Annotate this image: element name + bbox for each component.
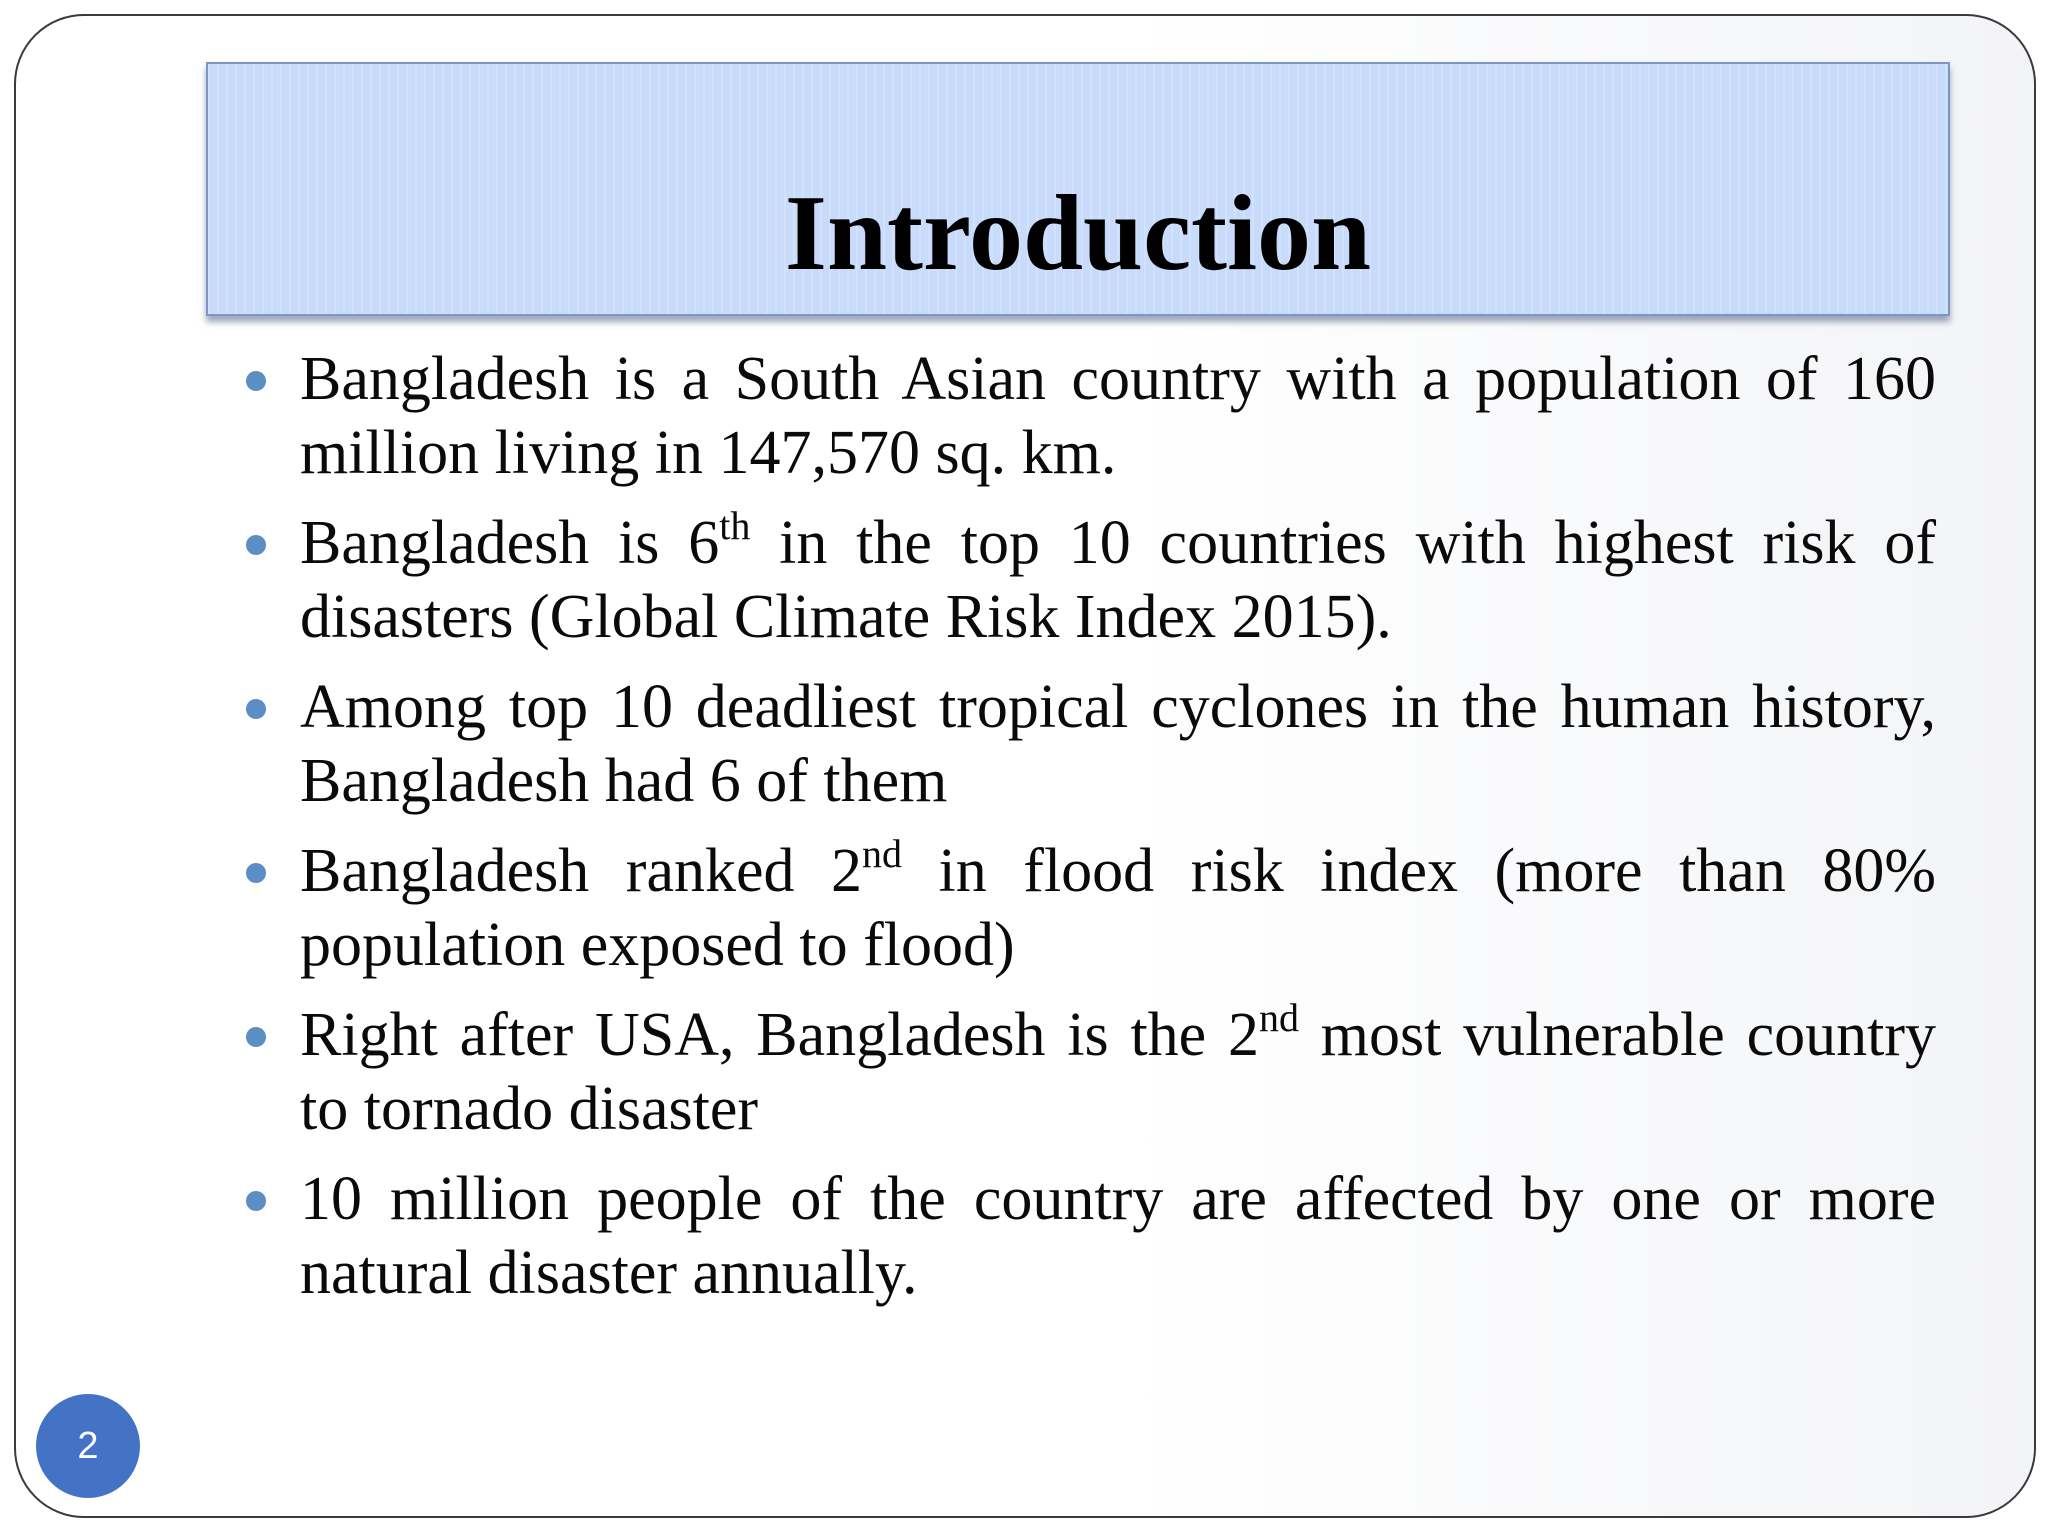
bullet-dot-icon xyxy=(246,1027,266,1047)
bullet-dot-icon xyxy=(246,535,266,555)
bullet-item xyxy=(226,831,1936,982)
bullet-item xyxy=(226,342,1936,490)
bullet-dot-icon xyxy=(246,863,266,883)
bullet-text: in flood risk index (more than 80% population exposed to flood) xyxy=(300,837,1936,979)
bullet-text: Right after USA, Bangladesh is the 2 xyxy=(300,1001,1259,1069)
slide-title: Introduction xyxy=(784,174,1372,293)
page-number-badge: 2 xyxy=(36,1394,140,1498)
bullet-item xyxy=(226,995,1936,1146)
bullet-text: in the top 10 countries with highest risk of disasters (Global Climate Risk Index 2015). xyxy=(300,509,1936,651)
bullet-text: Bangladesh is 6 xyxy=(300,509,720,577)
bullet-dot-icon xyxy=(246,1191,266,1211)
title-banner xyxy=(206,62,1950,316)
bullet-text: Bangladesh is a South Asian country with a population of 160 million living in 147,570 sq. km. xyxy=(300,345,1936,487)
bullet-text: Bangladesh ranked 2 xyxy=(300,837,863,905)
ordinal-superscript: th xyxy=(719,503,751,548)
bullet-text: Among top 10 deadliest tropical cyclones in the human history, Bangladesh had 6 of them xyxy=(300,673,1936,815)
bullet-item xyxy=(226,503,1936,654)
ordinal-superscript: nd xyxy=(862,831,903,876)
bullet-item xyxy=(226,670,1936,818)
bullet-text: most vulnerable country to tornado disaster xyxy=(300,1001,1936,1143)
slide xyxy=(14,14,2036,1518)
bullet-list xyxy=(226,342,1936,1326)
bullet-dot-icon xyxy=(246,699,266,719)
bullet-text: 10 million people of the country are affected by one or more natural disaster annually. xyxy=(300,1165,1936,1307)
bullet-item xyxy=(226,1162,1936,1310)
bullet-dot-icon xyxy=(246,371,266,391)
ordinal-superscript: nd xyxy=(1259,995,1299,1040)
